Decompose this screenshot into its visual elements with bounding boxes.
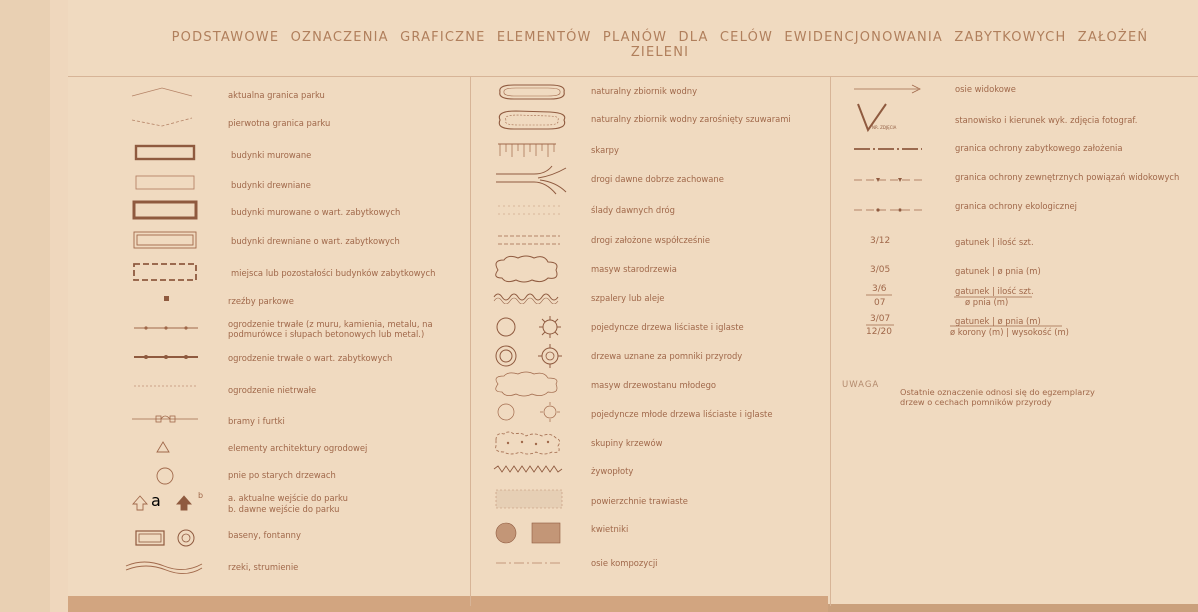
single-trees-symbol: [494, 314, 570, 340]
legend-label-rivers-streams: rzeki, strumienie: [228, 562, 299, 572]
legend-label-trunk-diameter: ø pnia (m): [965, 297, 1009, 307]
legend-label-crown-height: ø korony (m) | wysokość (m): [950, 327, 1069, 337]
historic-wooden-building-symbol: [132, 230, 198, 252]
tree-code-fraction2-bottom: 12/20: [866, 327, 892, 337]
masonry-building-symbol: [134, 144, 198, 162]
tree-code-count: 3/12: [870, 236, 891, 246]
legend-label-temporary-fence: ogrodzenie nietrwałe: [228, 385, 317, 395]
original-park-border-symbol: [130, 112, 194, 128]
historic-fence-symbol: [132, 351, 200, 363]
former-road-traces-symbol: [496, 202, 562, 218]
note-text: Ostatnie oznaczenie odnosi się do egzemplarzy drzew o cechach pomników przyrody: [900, 387, 1095, 407]
heritage-protection-border-symbol: [852, 144, 924, 154]
legend-label-lawns: powierzchnie trawiaste: [591, 496, 688, 506]
legend-label-flowerbeds: kwietniki: [591, 524, 629, 534]
bottom-edge-band: [68, 596, 828, 612]
legend-label-species-count-2: gatunek | ilość szt.: [955, 286, 1034, 296]
legend-label-alleys: szpalery lub aleje: [591, 293, 665, 303]
natural-water-body-symbol: [494, 82, 570, 102]
legend-label-modern-roads: drogi założone współcześnie: [591, 235, 711, 245]
legend-label-current-park-border: aktualna granica parku: [228, 90, 325, 100]
tree-code-fraction1-top: 3/6: [872, 284, 887, 294]
legend-label-ecological-protection: granica ochrony ekologicznej: [955, 201, 1077, 211]
legend-label-young-single-trees: pojedyncze młode drzewa liściaste i iglaste: [591, 409, 773, 419]
legend-label-road-traces: ślady dawnych dróg: [591, 205, 675, 215]
legend-label-monument-trees: drzewa uznane za pomniki przyrody: [591, 351, 743, 361]
legend-label-species-diameter-2: gatunek | ø pnia (m): [955, 316, 1041, 326]
legend-label-masonry-buildings: budynki murowane: [231, 150, 312, 160]
legend-label-historic-masonry-buildings: budynki murowane o wart. zabytkowych: [231, 207, 401, 217]
young-single-trees-symbol: [494, 400, 570, 424]
legend-label-permanent-fence-line2: podmurówce i słupach betonowych lub metal.): [228, 329, 425, 339]
legend-label-old-tree-stand: masyw starodrzewia: [591, 264, 677, 274]
legend-label-original-park-border: pierwotna granica parku: [228, 118, 331, 128]
legend-label-current-entrance: a. aktualne wejście do parku: [228, 493, 348, 503]
fraction1-bar: [866, 294, 894, 297]
hedges-symbol: [492, 464, 564, 474]
left-fold-strip: [50, 0, 68, 612]
natural-monument-trees-symbol: [494, 343, 570, 369]
river-stream-symbol: [124, 556, 204, 578]
former-entrance-arrow-icon: [176, 494, 196, 512]
legend-label-historic-fence: ogrodzenie trwałe o wart. zabytkowych: [228, 353, 393, 363]
composition-axes-symbol: [494, 558, 564, 568]
photo-number-label: NR. ZDJĘCIA: [872, 125, 897, 130]
wooden-building-symbol: [134, 174, 198, 192]
legend-label-overgrown-water: naturalny zbiornik wodny zarośnięty szuwarami: [591, 114, 791, 124]
old-stump-circle-icon: [155, 466, 175, 486]
tree-code-fraction2-top: 3/07: [870, 314, 891, 324]
legend-label-species-count: gatunek | ilość szt.: [955, 237, 1034, 247]
title-divider: [68, 76, 1198, 77]
gates-symbol: [130, 412, 200, 426]
tree-code-fraction1-bottom: 07: [874, 298, 886, 308]
legend-label-natural-water: naturalny zbiornik wodny: [591, 86, 698, 96]
old-roads-symbol: [494, 164, 570, 198]
legend-label-hedges: żywopłoty: [591, 466, 634, 476]
current-park-border-symbol: [130, 84, 194, 100]
basin-fountain-symbol: [134, 528, 204, 548]
legend-label-historic-wooden-buildings: budynki drewniane o wart. zabytkowych: [231, 236, 400, 246]
lawns-symbol: [494, 488, 566, 510]
photo-station-v-icon: [856, 100, 896, 136]
entrance-a-letter: a: [151, 491, 161, 510]
historic-masonry-building-symbol: [132, 200, 198, 222]
legend-label-building-remains: miejsca lub pozostałości budynków zabytkowych: [231, 268, 436, 278]
permanent-fence-symbol: [132, 322, 200, 334]
shrub-groups-symbol: [492, 428, 564, 458]
old-tree-stand-symbol: [490, 254, 562, 284]
legend-label-gates: bramy i furtki: [228, 416, 285, 426]
building-remains-symbol: [132, 262, 198, 284]
overgrown-water-body-symbol: [494, 108, 570, 132]
flowerbeds-symbol: [494, 520, 566, 546]
legend-label-wooden-buildings: budynki drewniane: [231, 180, 311, 190]
legend-label-former-entrance: b. dawne wejście do parku: [228, 504, 340, 514]
note-heading: UWAGA: [842, 380, 880, 390]
temporary-fence-symbol: [132, 381, 200, 391]
ecological-protection-border-symbol: [852, 204, 924, 216]
column-divider-1: [470, 76, 471, 606]
legend-label-permanent-fence-line1: ogrodzenie trwałe (z muru, kamienia, metalu, na: [228, 319, 433, 329]
tree-alleys-symbol: [492, 290, 562, 304]
legend-label-view-axes: osie widokowe: [955, 84, 1016, 94]
legend-label-view-protection: granica ochrony zewnętrznych powiązań widokowych: [955, 172, 1180, 182]
legend-label-young-tree-stand: masyw drzewostanu młodego: [591, 380, 717, 390]
legend-label-single-trees: pojedyncze drzewa liściaste i iglaste: [591, 322, 744, 332]
legend-label-species-diameter: gatunek | ø pnia (m): [955, 266, 1041, 276]
tree-code-diameter: 3/05: [870, 265, 891, 275]
legend-label-embankments: skarpy: [591, 145, 619, 155]
park-sculpture-symbol: [162, 294, 172, 304]
legend-label-shrub-groups: skupiny krzewów: [591, 438, 663, 448]
legend-label-composition-axes: osie kompozycji: [591, 558, 658, 568]
legend-label-photo-station: stanowisko i kierunek wyk. zdjęcia fotograf.: [955, 115, 1138, 125]
legend-label-basins-fountains: baseny, fontanny: [228, 530, 301, 540]
legend-label-old-stumps: pnie po starych drzewach: [228, 470, 336, 480]
embankment-symbol: [496, 140, 560, 160]
legend-label-heritage-protection: granica ochrony zabytkowego założenia: [955, 143, 1123, 153]
legend-label-old-roads: drogi dawne dobrze zachowane: [591, 174, 724, 184]
current-entrance-arrow-icon: [132, 494, 152, 512]
view-protection-border-symbol: [852, 174, 924, 186]
page-title: PODSTAWOWE OZNACZENIA GRAFICZNE ELEMENTÓW PLANÓW DLA CELÓW EWIDENCJONOWANIA ZABYTKOWYCH ZAŁOŻEŃ ZIELENI: [171, 30, 1149, 60]
entrance-b-letter: b: [198, 491, 204, 500]
bottom-right-edge-band: [828, 604, 1198, 612]
legend-label-garden-architecture: elementy architektury ogrodowej: [228, 443, 368, 453]
column-divider-2: [830, 76, 831, 606]
legend-label-park-sculptures: rzeźby parkowe: [228, 296, 294, 306]
young-tree-stand-symbol: [490, 370, 562, 398]
modern-roads-symbol: [496, 232, 562, 248]
garden-architecture-triangle-icon: [156, 441, 170, 453]
view-axis-arrow-icon: [852, 82, 924, 96]
